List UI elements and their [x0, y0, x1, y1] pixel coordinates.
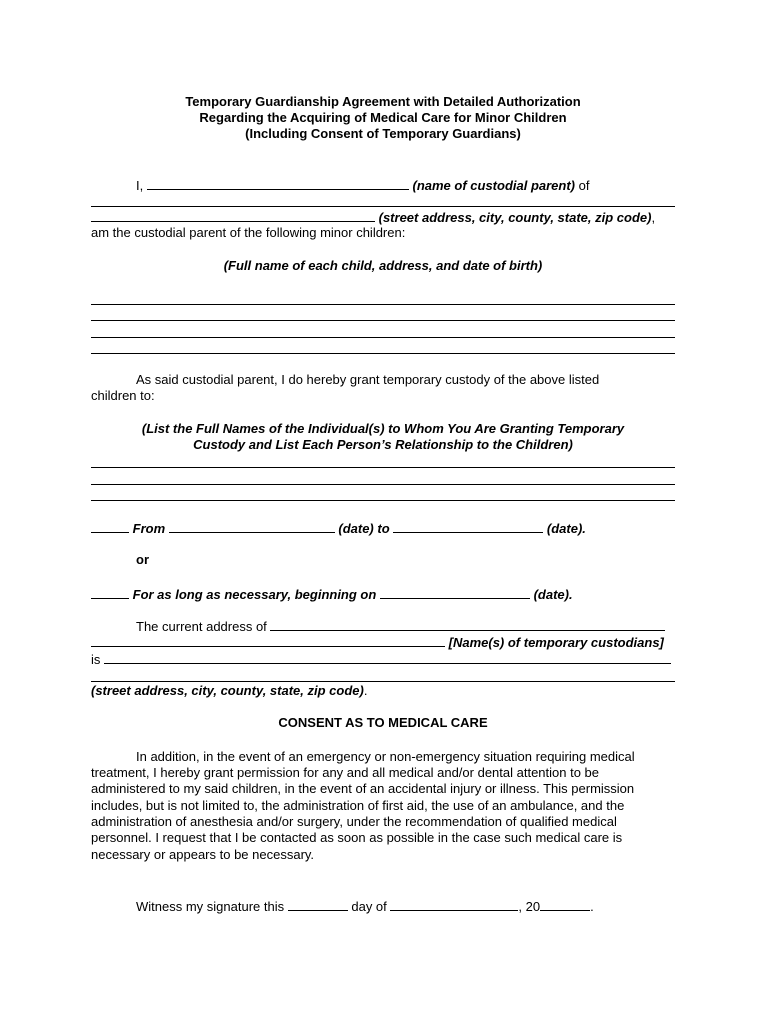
consent-line-2: treatment, I hereby grant permission for any and all medical and/or dental attention to be — [91, 765, 600, 780]
parent-name-row — [136, 176, 589, 194]
custodian-address-label-row — [91, 683, 367, 699]
custodian-name-field-line-1[interactable] — [270, 617, 665, 631]
children-field-line-1[interactable] — [91, 304, 675, 305]
grant-text-line-2: children to: — [91, 388, 155, 403]
long-option-field[interactable] — [91, 585, 129, 599]
custodian-address-field-line-1[interactable] — [104, 650, 671, 664]
title-line-1: Temporary Guardianship Agreement with Detailed Authorization — [185, 94, 581, 109]
consent-line-1: In addition, in the event of an emergency or non-emergency situation requiring medical — [136, 749, 635, 764]
year-field[interactable] — [540, 897, 590, 911]
consent-heading: CONSENT AS TO MEDICAL CARE — [278, 715, 488, 730]
to-date-field[interactable] — [393, 519, 543, 533]
from-option-field[interactable] — [91, 519, 129, 533]
custodians-heading-line-2: Custody and List Each Person’s Relationship to the Children) — [193, 437, 573, 452]
signature-row — [136, 897, 594, 915]
custodian-names-row — [91, 633, 664, 651]
children-field-line-2[interactable] — [91, 320, 675, 321]
long-row — [91, 585, 573, 603]
from-date-field[interactable] — [169, 519, 335, 533]
custodian-name-field-line-2[interactable] — [91, 633, 445, 647]
consent-line-6: personnel. I request that I be contacted as soon as possible in the case such medical care is — [91, 830, 623, 845]
long-label: For as long as necessary, beginning on — [132, 587, 377, 602]
begin-date-label: (date). — [533, 587, 573, 602]
parent-address-row — [91, 208, 655, 226]
consent-line-7: necessary or appears to be necessary. — [91, 847, 315, 862]
children-field-line-3[interactable] — [91, 337, 675, 338]
day-of-label: day of — [351, 899, 387, 914]
parent-name-field[interactable] — [147, 176, 409, 190]
is-row — [91, 650, 671, 668]
month-field[interactable] — [390, 897, 518, 911]
date-to-label: (date) to — [338, 521, 390, 536]
custodians-heading-line-1: (List the Full Names of the Individual(s) to Whom You Are Granting Temporary — [141, 421, 625, 436]
children-field-line-4[interactable] — [91, 353, 675, 354]
parent-prefix: I, — [136, 178, 144, 193]
custodians-field-line-3[interactable] — [91, 500, 675, 501]
custodian-names-label: [Name(s) of temporary custodians] — [448, 635, 664, 650]
custodians-field-line-1[interactable] — [91, 467, 675, 468]
begin-date-field[interactable] — [380, 585, 530, 599]
custodians-field-line-2[interactable] — [91, 484, 675, 485]
children-heading: (Full name of each child, address, and date of birth) — [223, 258, 543, 273]
custodian-address-field-line-2[interactable] — [91, 681, 675, 682]
custodial-statement: am the custodial parent of the following minor children: — [91, 225, 406, 240]
year-prefix: , 20 — [518, 899, 541, 914]
witness-label: Witness my signature this — [136, 899, 285, 914]
title-line-2: Regarding the Acquiring of Medical Care for Minor Children — [199, 110, 567, 125]
parent-name-label: (name of custodial parent) — [412, 178, 576, 193]
day-field[interactable] — [288, 897, 348, 911]
from-row — [91, 519, 586, 537]
parent-address-field-line-2[interactable] — [91, 208, 375, 222]
parent-address-comma: , — [651, 210, 656, 225]
parent-address-label: (street address, city, county, state, zip code) — [378, 210, 652, 225]
parent-address-field-line-1[interactable] — [91, 206, 675, 207]
consent-line-3: administered to my said children, in the event of an accidental injury or illness. This permission — [91, 781, 635, 796]
is-label: is — [91, 652, 101, 667]
from-label: From — [132, 521, 166, 536]
custodian-address-label: (street address, city, county, state, zip code) — [91, 683, 364, 698]
grant-text-line-1: As said custodial parent, I do hereby grant temporary custody of the above listed — [136, 372, 600, 387]
current-address-label: The current address of — [136, 619, 267, 634]
to-date-label: (date). — [546, 521, 586, 536]
parent-of-label: of — [578, 178, 590, 193]
consent-line-4: includes, but is not limited to, the administration of first aid, the use of an ambulance, and the — [91, 798, 625, 813]
custodian-address-period: . — [363, 683, 368, 698]
signature-end: . — [590, 899, 594, 914]
title-line-3: (Including Consent of Temporary Guardians) — [245, 126, 521, 141]
or-label: or — [136, 552, 149, 567]
consent-line-5: administration of anesthesia and/or surgery, under the recommendation of qualified medical — [91, 814, 617, 829]
